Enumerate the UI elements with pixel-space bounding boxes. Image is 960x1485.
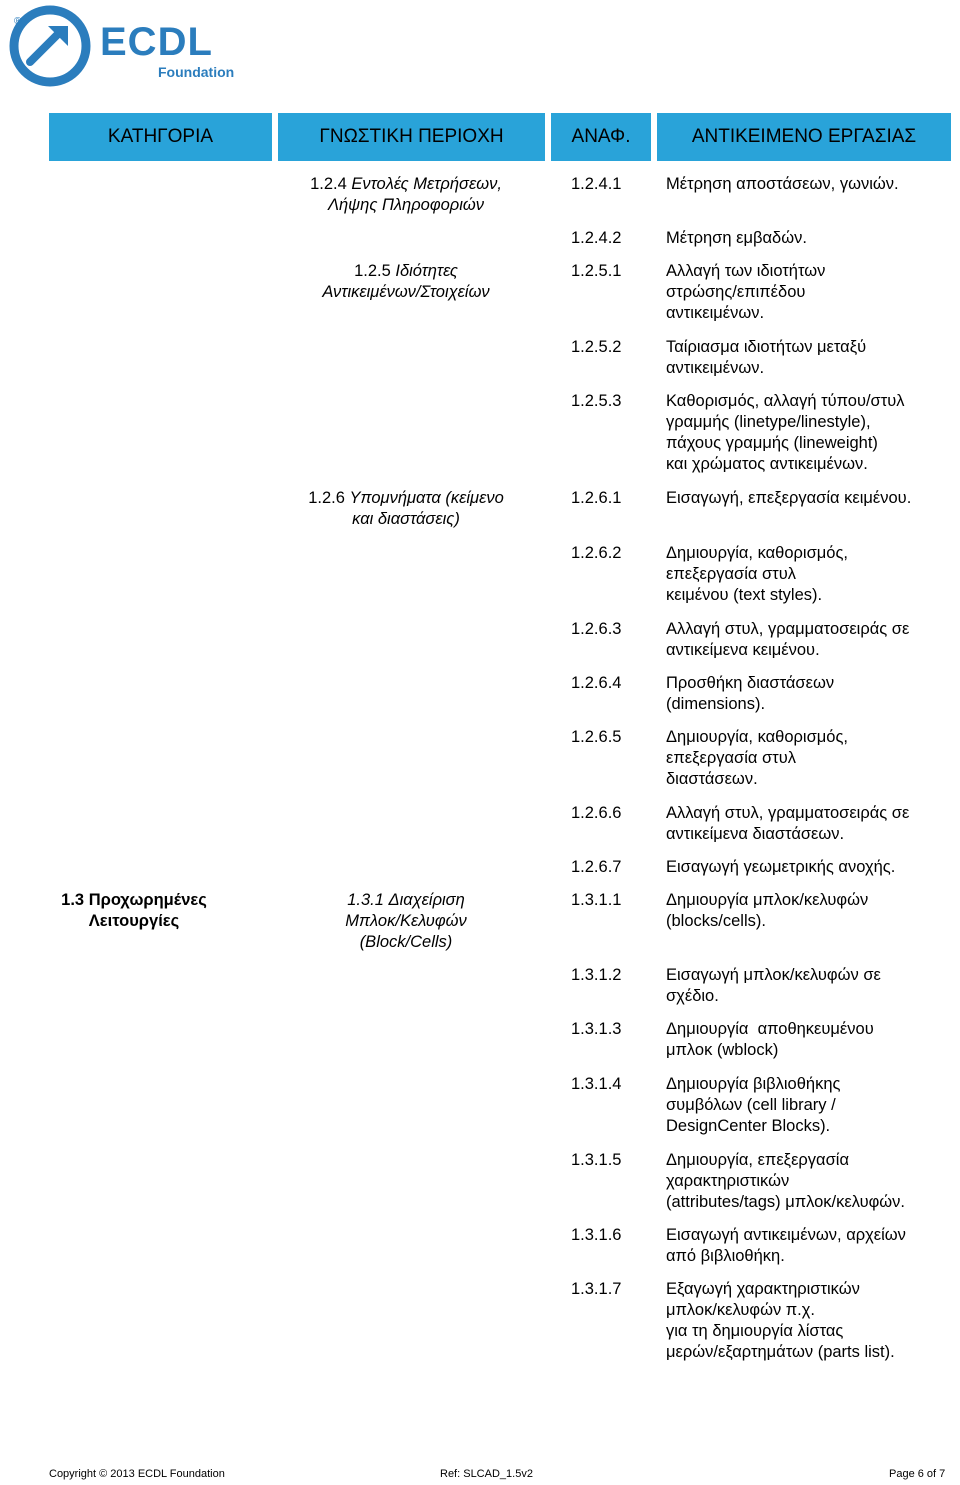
area-title: Διαχείριση <box>388 891 465 909</box>
item-task <box>666 228 956 249</box>
item-task-line: Μέτρηση αποστάσεων, γωνιών. <box>666 175 899 193</box>
item-ref: 1.2.6.7 <box>571 858 622 876</box>
item-task-line: (attributes/tags) μπλοκ/κελυφών. <box>666 1193 906 1211</box>
item-ref: 1.2.4.1 <box>571 175 622 193</box>
item-task-line: Ταίριασμα ιδιοτήτων μεταξύ <box>666 338 867 356</box>
area-num: 1.2.5 <box>354 262 391 280</box>
item-task-line: Προσθήκη διαστάσεων <box>666 674 835 692</box>
footer-ref: Ref: SLCAD_1.5v2 <box>440 1468 533 1480</box>
item-task-line: (dimensions). <box>666 695 766 713</box>
item-task-line: γραμμής (linetype/linestyle), <box>666 413 871 431</box>
item-task <box>666 1150 956 1213</box>
item-task <box>666 803 956 845</box>
registered-mark: ® <box>14 16 22 27</box>
item-task <box>666 1074 956 1137</box>
category-line: Λειτουργίες <box>88 912 180 930</box>
item-ref: 1.2.6.1 <box>571 489 622 507</box>
item-task-line: (blocks/cells). <box>666 912 766 930</box>
item-task-line: Αλλαγή στυλ, γραμματοσειράς σε <box>666 620 910 638</box>
item-task-line: Δημιουργία, καθορισμός, <box>666 728 848 746</box>
item-task <box>666 1019 956 1061</box>
item-task-line: Δημιουργία μπλοκ/κελυφών <box>666 891 869 909</box>
item-ref: 1.3.1.6 <box>571 1226 622 1244</box>
area-title: Ιδιότητες <box>395 262 458 280</box>
item-ref: 1.2.5.1 <box>571 262 622 280</box>
ecdl-logo <box>8 4 238 84</box>
item-ref: 1.3.1.7 <box>571 1280 622 1298</box>
item-task-line: Εξαγωγή χαρακτηριστικών <box>666 1280 860 1298</box>
item-task-line: και χρώματος αντικειμένων. <box>666 455 868 473</box>
item-ref: 1.2.6.2 <box>571 544 622 562</box>
area-title: Εντολές Μετρήσεων, <box>351 175 502 193</box>
area-title: Μπλοκ/Κελυφών <box>345 912 467 930</box>
logo-sub: Foundation <box>158 64 235 80</box>
item-task-line: επεξεργασία στυλ <box>666 565 796 583</box>
item-task-line: Εισαγωγή μπλοκ/κελυφών σε <box>666 966 881 984</box>
item-task <box>666 619 956 661</box>
item-task-line: DesignCenter Blocks). <box>666 1117 831 1135</box>
item-ref: 1.3.1.5 <box>571 1151 622 1169</box>
area-title: Αντικειμένων/Στοιχείων <box>322 283 490 301</box>
header-ref: ΑΝΑΦ. <box>551 113 651 161</box>
area-title: και διαστάσεις) <box>352 510 460 528</box>
item-task <box>666 391 956 475</box>
item-task <box>666 857 956 878</box>
item-ref: 1.2.6.5 <box>571 728 622 746</box>
item-task-line: χαρακτηριστικών <box>666 1172 790 1190</box>
item-task-line: Καθορισμός, αλλαγή τύπου/στυλ <box>666 392 905 410</box>
item-ref: 1.2.4.2 <box>571 229 622 247</box>
footer-copyright: Copyright © 2013 ECDL Foundation <box>49 1468 225 1480</box>
item-task-line: Εισαγωγή γεωμετρικής ανοχής. <box>666 858 896 876</box>
item-task-line: Εισαγωγή αντικειμένων, αρχείων <box>666 1226 906 1244</box>
area-title: Λήψης Πληροφοριών <box>328 196 484 214</box>
item-task-line: κειμένου (text styles). <box>666 586 823 604</box>
header-category: ΚΑΤΗΓΟΡΙΑ <box>49 113 272 161</box>
area-num: 1.2.6 <box>308 489 345 507</box>
area-1-3-1 <box>276 890 536 953</box>
item-task-line: μπλοκ/κελυφών π.χ. <box>666 1301 816 1319</box>
item-task-line: για τη δημιουργία λίστας <box>666 1322 844 1340</box>
item-task <box>666 890 956 932</box>
item-task-line: Δημιουργία βιβλιοθήκης <box>666 1075 841 1093</box>
header-area: ΓΝΩΣΤΙΚΗ ΠΕΡΙΟΧΗ <box>278 113 545 161</box>
item-ref: 1.2.5.3 <box>571 392 622 410</box>
item-task-line: στρώσης/επιπέδου <box>666 283 806 301</box>
logo-brand: ECDL <box>100 20 213 64</box>
item-task <box>666 543 956 606</box>
item-task-line: αντικειμένων. <box>666 359 765 377</box>
area-1-2-5 <box>276 261 536 303</box>
item-task-line: μπλοκ (wblock) <box>666 1041 779 1059</box>
item-task-line: Δημιουργία, καθορισμός, <box>666 544 848 562</box>
item-task-line: Δημιουργία αποθηκευμένου <box>666 1020 874 1038</box>
area-title: Υπομνήματα (κείμενο <box>349 489 504 507</box>
item-task-line: αντικείμενα κειμένου. <box>666 641 820 659</box>
area-title: (Block/Cells) <box>359 933 453 951</box>
item-ref: 1.3.1.4 <box>571 1075 622 1093</box>
item-task-line: Μέτρηση εμβαδών. <box>666 229 807 247</box>
item-task-line: Δημιουργία, επεξεργασία <box>666 1151 849 1169</box>
item-ref: 1.2.6.3 <box>571 620 622 638</box>
category-line: 1.3 Προχωρημένες <box>61 891 207 909</box>
item-ref: 1.3.1.3 <box>571 1020 622 1038</box>
item-task-line: επεξεργασία στυλ <box>666 749 796 767</box>
item-task-line: Αλλαγή των ιδιοτήτων <box>666 262 826 280</box>
item-ref: 1.3.1.1 <box>571 891 622 909</box>
item-ref: 1.2.5.2 <box>571 338 622 356</box>
item-task <box>666 337 956 379</box>
item-task <box>666 174 956 195</box>
category-label <box>34 890 234 932</box>
area-num: 1.3.1 <box>347 891 384 909</box>
item-task <box>666 1225 956 1267</box>
item-task-line: από βιβλιοθήκη. <box>666 1247 785 1265</box>
item-task-line: αντικειμένων. <box>666 304 765 322</box>
item-task-line: μερών/εξαρτημάτων (parts list). <box>666 1343 895 1361</box>
item-task <box>666 1279 956 1363</box>
item-task-line: συμβόλων (cell library / <box>666 1096 836 1114</box>
item-task-line: σχέδιο. <box>666 987 719 1005</box>
header-task: ΑΝΤΙΚΕΙΜΕΝΟ ΕΡΓΑΣΙΑΣ <box>657 113 951 161</box>
item-task-line: Αλλαγή στυλ, γραμματοσειράς σε <box>666 804 910 822</box>
item-task <box>666 488 956 509</box>
item-task-line: πάχους γραμμής (lineweight) <box>666 434 878 452</box>
item-ref: 1.2.6.6 <box>571 804 622 822</box>
item-task <box>666 261 956 324</box>
item-ref: 1.2.6.4 <box>571 674 622 692</box>
area-1-2-4 <box>276 174 536 216</box>
item-task-line: αντικείμενα διαστάσεων. <box>666 825 845 843</box>
item-task <box>666 727 956 790</box>
item-task-line: διαστάσεων. <box>666 770 758 788</box>
footer-page: Page 6 of 7 <box>889 1468 946 1480</box>
area-1-2-6 <box>276 488 536 530</box>
item-task <box>666 673 956 715</box>
item-task <box>666 965 956 1007</box>
area-num: 1.2.4 <box>310 175 347 193</box>
item-ref: 1.3.1.2 <box>571 966 622 984</box>
item-task-line: Εισαγωγή, επεξεργασία κειμένου. <box>666 489 912 507</box>
